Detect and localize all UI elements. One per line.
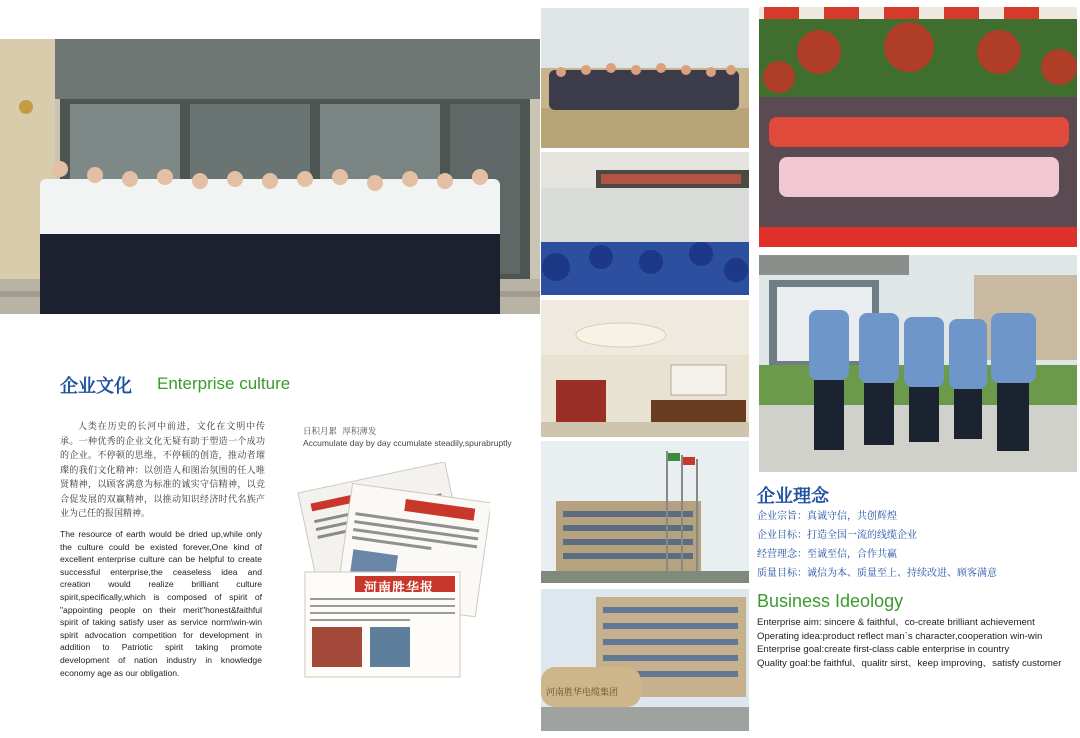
culture-title-cn: 企业文化	[60, 376, 132, 397]
ideology-title-cn: 企业理念	[757, 486, 829, 507]
ideology-line-goal: 企业目标：打造全国一流的线缆企业	[757, 530, 917, 541]
newspaper-collage-image	[290, 462, 490, 680]
business-line-aim: Enterprise aim: sincere & faithful、co-create brilliant achievement	[757, 617, 1035, 628]
newspaper-caption-en: Accumulate day by day ccumulate steadily,spurabruptly	[303, 438, 512, 448]
reception-hall-photo	[541, 300, 749, 437]
ideology-line-aim: 企业宗旨：真诚守信，共创辉煌	[757, 511, 897, 522]
culture-paragraph-en: The resource of earth would be dried up,while only the culture could be existed forever,One kind of excellent enterprise culture can be helpful to create successful enterprise,the ceaseless idea and creation would realize brilliant culture spirit,specifically,which is composed of spirit of "appointing people on their merit"honest&faithful spirit of taking satisfy user as service norm\win-win spirit advocation competition for development in addition to Patriotic spirit taking promote development of nation industry in knowledge economy age as our obligation.	[60, 529, 262, 678]
office-building-photo	[541, 441, 749, 583]
business-ideology-title: Business Ideology	[757, 591, 904, 611]
company-gate-photo	[541, 589, 749, 731]
beach-group-photo	[541, 8, 749, 148]
gate-stone-sign: 河南胜华电缆集团	[546, 688, 619, 698]
business-ideology-lines	[757, 616, 1061, 670]
newspaper-caption-cn: 日积月累 厚积薄发	[303, 427, 377, 437]
canteen-photo	[541, 152, 749, 295]
staff-group-photo	[0, 39, 540, 314]
ideology-line-idea: 经营理念：至诚至信，合作共赢	[757, 549, 897, 560]
culture-paragraph-cn: 人类在历史的长河中前进，文化在文明中传承。一种优秀的企业文化无疑有助于塑造一个成功的企业。不停顿的思维，不停顿的创造，推动者璀璨的我们文化精神：以创造人和图治氛围的任人唯贤精神，以顾客满意为标准的诚实守信精神，以竞合促发展的双赢精神，以推动知识经济时代名族产业为己任的报国精神。	[60, 422, 265, 519]
culture-title-en: Enterprise culture	[157, 374, 291, 393]
newspaper-masthead: 河南胜华报	[364, 581, 435, 596]
business-line-operating: Operating idea:product reflect man`s character,cooperation win-win	[757, 630, 1043, 642]
security-guards-photo	[759, 255, 1077, 472]
business-line-goal: Enterprise goal:create first-class cable enterprise in country	[757, 644, 1010, 656]
ideology-line-quality: 质量目标：诚信为本、质量至上、持续改进、顾客满意	[757, 568, 997, 579]
ideology-lines-cn	[757, 507, 997, 583]
business-line-quality: Quality goal:be faithful、qualitr sirst、keep improving、satisfy customer	[757, 657, 1062, 669]
flower-garden-group-photo	[759, 7, 1077, 247]
